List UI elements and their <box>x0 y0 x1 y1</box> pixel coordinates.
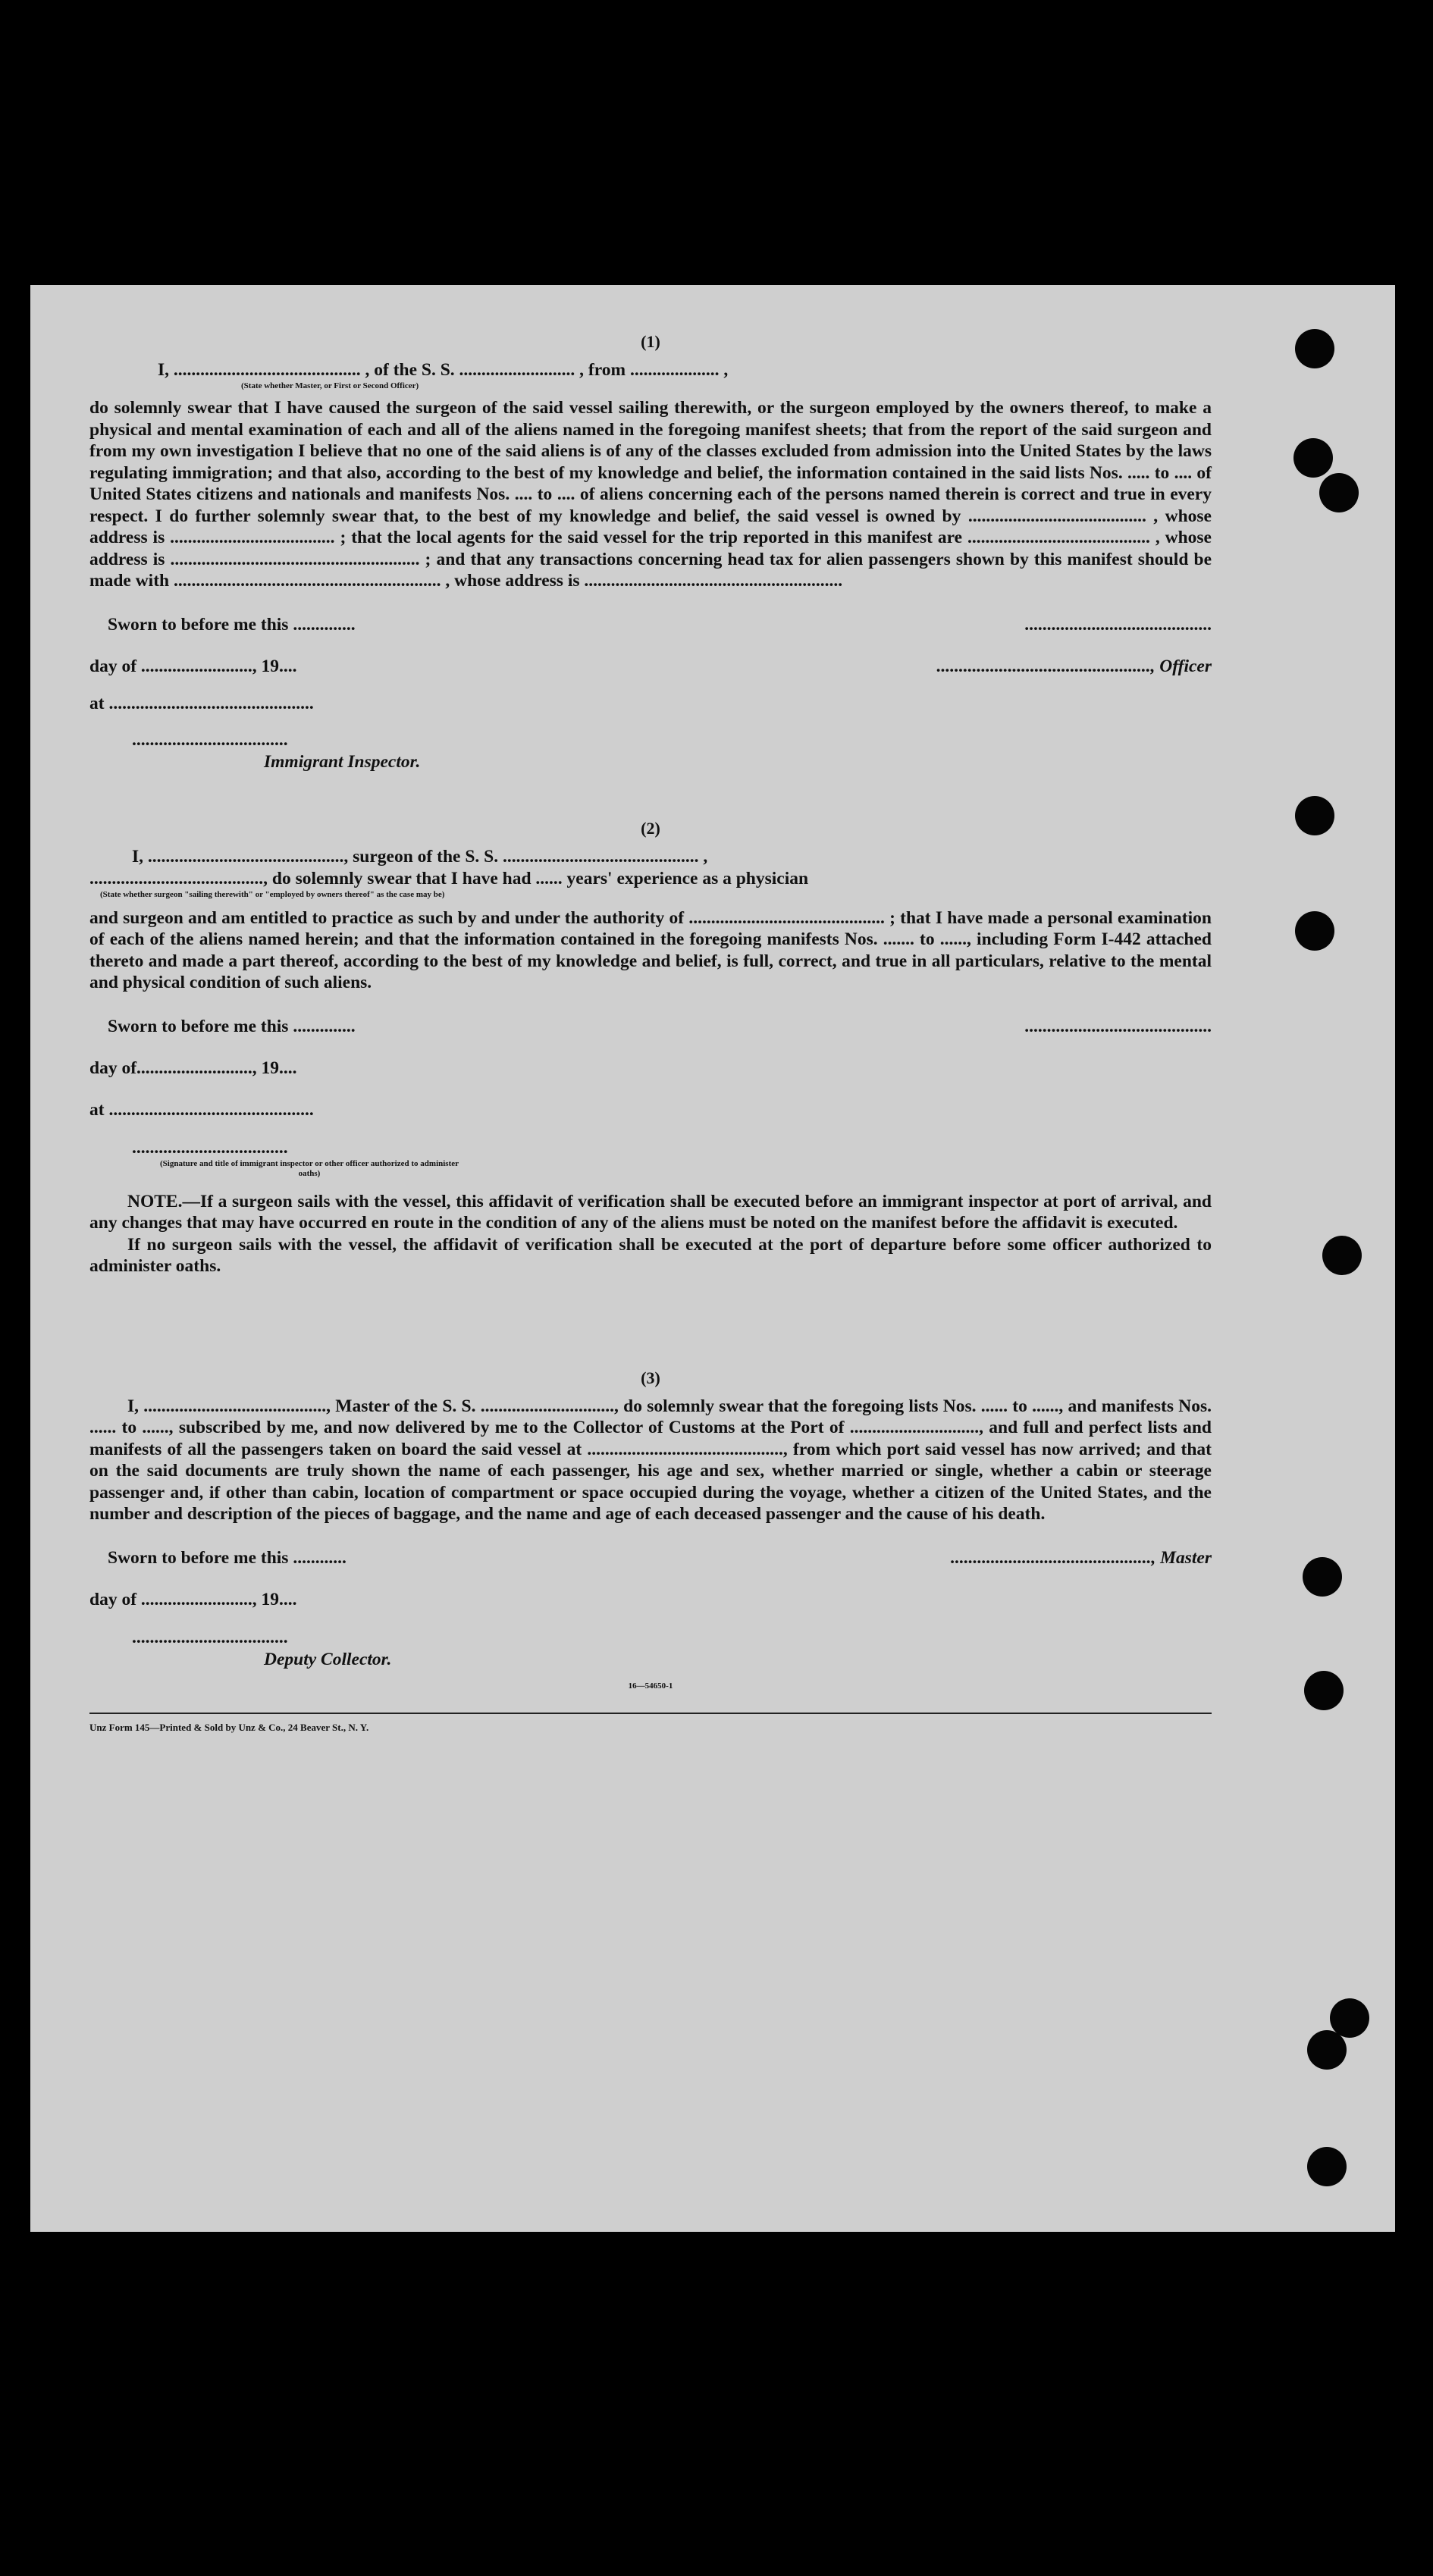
at-line: at .............................................. <box>89 693 314 713</box>
section-number: (1) <box>641 332 660 351</box>
day-line: day of ........................., 19.... <box>89 1589 297 1609</box>
inspector-signature-line: ................................... <box>132 729 288 750</box>
officer-note: (State whether Master, or First or Second Officer) <box>241 381 419 390</box>
day-line: day of ........................., 19.... <box>89 656 297 676</box>
section-3-body: I, ........................................., Master of the S. S. .............................., do solemnly swear that the foregoing lists Nos. ...... to ......, and manifests Nos. ...... to ......, subscribed by me, and now delivered by me to the Collector of Customs at the Port of ............................., and full and perfect lists and manifests of all the passengers taken on board the said vessel at ............................................, from which port said vessel has now arrived; and that on the said documents are truly shown the name of each passenger, his age and sex, whether married or single, whether a cabin or steerage passenger and, if other than cabin, location of compartment or space occupied during the voyage, whether a citizen of the United States, and the number and description of the pieces of baggage, and the name and age of each deceased passenger and the cause of his death. <box>89 1396 1212 1524</box>
surgeon-line-2: ......................................., do solemnly swear that I have had ...... years' experience as a physician <box>89 868 809 888</box>
sworn-line: Sworn to before me this ............ <box>108 1547 346 1568</box>
section-2 <box>89 819 1212 1277</box>
punch-hole <box>1304 1671 1344 1710</box>
punch-hole <box>1319 473 1359 512</box>
inspector-title: Immigrant Inspector. <box>264 751 421 772</box>
section-2-body: and surgeon and am entitled to practice as such by and under the authority of ............................................ ; that I have made a personal examination of each of the aliens named herein; and that the information contained in the foregoing manifests Nos. ....... to ......, including Form I-442 attached thereto and made a part thereof, according to the best of my knowledge and belief, is full, correct, and true in all particulars, relative to the mental and physical condition of such aliens. <box>89 907 1212 992</box>
punch-hole <box>1295 911 1334 951</box>
document-page <box>30 285 1395 2232</box>
section-number: (3) <box>641 1368 660 1387</box>
inspector-signature-line: ................................... <box>132 1137 288 1158</box>
punch-hole <box>1295 796 1334 835</box>
signature-line: .......................................... <box>1024 1016 1212 1036</box>
punch-hole <box>1322 1236 1362 1275</box>
master-signature: ............................................., Master <box>950 1547 1212 1568</box>
printer-footer: Unz Form 145—Printed & Sold by Unz & Co., 24 Beaver St., N. Y. <box>89 1721 369 1733</box>
note-a: NOTE.—If a surgeon sails with the vessel, this affidavit of verification shall be executed before an immigrant inspector at port of arrival, and any changes that may have occurred en route in the condition of any of the aliens must be noted on the manifest before the affidavit is executed. <box>89 1191 1212 1233</box>
section-1 <box>89 332 1212 773</box>
section-3 <box>89 1368 1212 1691</box>
punch-hole <box>1295 329 1334 368</box>
signature-line: .......................................... <box>1024 614 1212 635</box>
punch-hole <box>1307 2147 1347 2186</box>
deputy-title: Deputy Collector. <box>264 1649 392 1669</box>
officer-signature: ................................................, Officer <box>936 656 1212 676</box>
footer-rule <box>89 1713 1212 1714</box>
form-code: 16—54650-1 <box>628 1681 673 1691</box>
officer-line: I, .......................................... , of the S. S. .......................... , from .................... , <box>158 360 729 380</box>
section-1-body: do solemnly swear that I have caused the surgeon of the said vessel sailing therewith, or the surgeon employed by the owners thereof, to make a physical and mental examination of each and all of the aliens named in the foregoing manifest sheets; that from the report of the said surgeon and from my own investigation I believe that no one of the said aliens is of any of the classes excluded from admission into the United States by the laws regulating immigration; and that also, according to the best of my knowledge and belief, the information contained in the said lists Nos. ..... to .... of United States citizens and nationals and manifests Nos. .... to .... of aliens concerning each of the persons named therein is correct and true in every respect. I do further solemnly swear that, to the best of my knowledge and belief, the said vessel is owned by ........................................ , whose address is ..................................... ; that the local agents for the said vessel for the trip reported in this manifest are ......................................... , whose address is ........................................................ ; and that any transactions concerning head tax for alien passengers shown by this manifest should be made with ............................................................ , whose address is .......................................................... <box>89 398 1212 591</box>
note-b: If no surgeon sails with the vessel, the affidavit of verification shall be executed at the port of departure before some officer authorized to administer oaths. <box>89 1234 1212 1276</box>
deputy-signature-line: ................................... <box>132 1627 288 1647</box>
punch-hole <box>1303 1557 1342 1597</box>
sworn-line: Sworn to before me this .............. <box>108 614 356 635</box>
punch-hole <box>1307 2030 1347 2070</box>
signature-note: (Signature and title of immigrant inspector or other officer authorized to administer oaths) <box>159 1158 459 1178</box>
sworn-line: Sworn to before me this .............. <box>108 1016 356 1036</box>
surgeon-note: (State whether surgeon "sailing therewith" or "employed by owners thereof" as the case may be) <box>100 889 445 899</box>
section-number: (2) <box>641 818 660 838</box>
at-line: at .............................................. <box>89 1099 314 1120</box>
punch-hole <box>1293 438 1333 478</box>
surgeon-line: I, ............................................, surgeon of the S. S. ............................................ , <box>132 846 708 867</box>
affidavits <box>89 332 1212 1734</box>
day-line: day of.........................., 19.... <box>89 1058 297 1078</box>
